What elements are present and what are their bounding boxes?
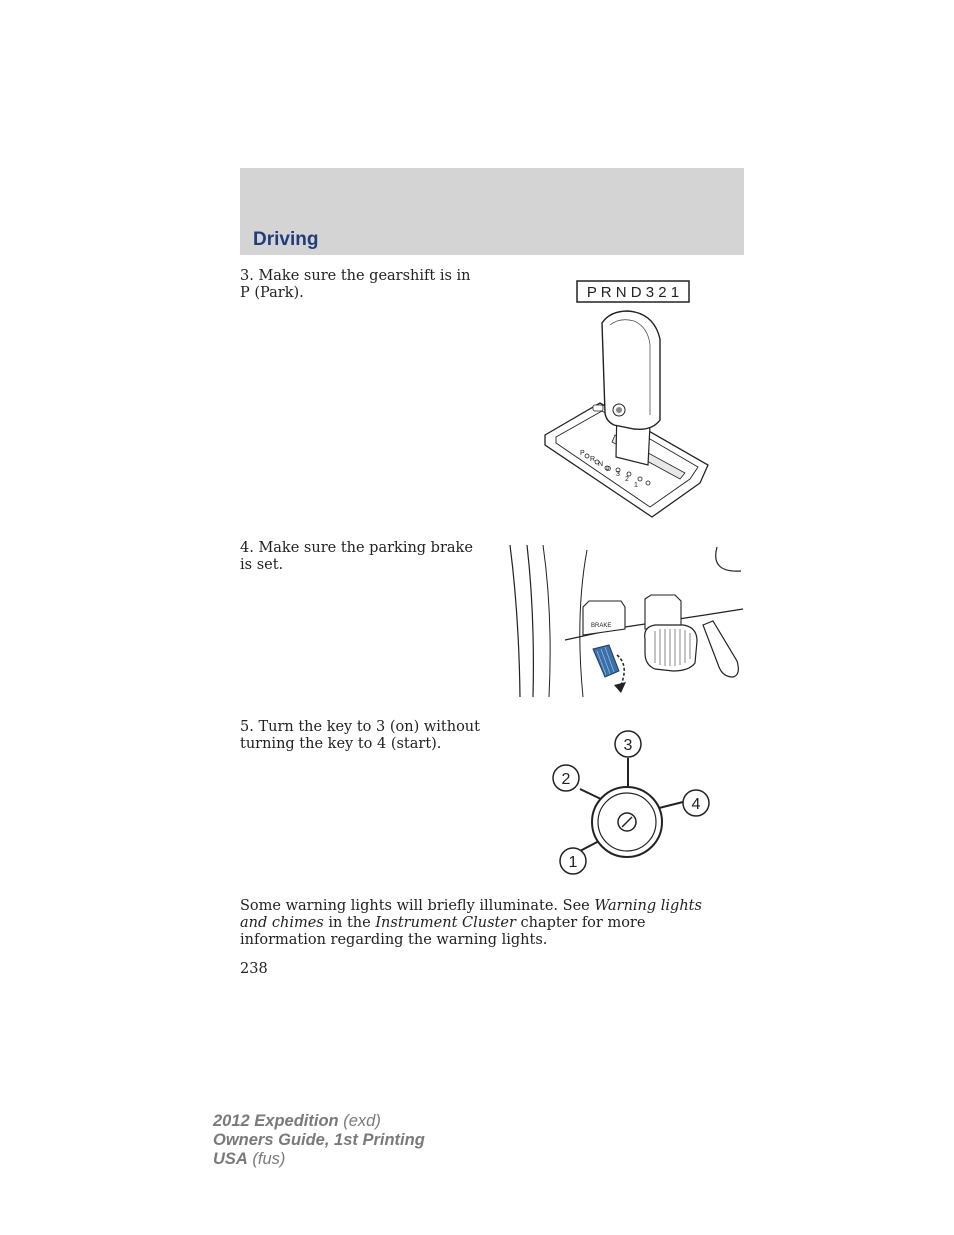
footer-market-code: (fus): [247, 1150, 286, 1168]
step-3-text: 3. Make sure the gearshift is in P (Park).: [240, 268, 471, 301]
document-footer: [213, 1112, 425, 1169]
step-4-text: 4. Make sure the parking brake is set.: [240, 540, 473, 573]
gate-label-p: P: [580, 450, 585, 457]
ignition-position-2: 2: [561, 771, 571, 788]
note-text-3: chapter for more information regarding the warning lights.: [240, 915, 646, 948]
gate-label-d: D: [606, 466, 612, 473]
footer-model: 2012 Expedition: [213, 1112, 339, 1130]
gate-label-r: R: [590, 456, 596, 463]
gate-label-n: N: [598, 461, 604, 468]
footer-market: USA: [213, 1150, 248, 1168]
section-title: Driving: [253, 229, 319, 250]
footer-guide: Owners Guide, 1st Printing: [213, 1131, 425, 1149]
parking-brake-illustration: [505, 545, 745, 703]
gate-label-3: 3: [616, 471, 620, 478]
ignition-position-4: 4: [691, 796, 701, 813]
ignition-position-1: 1: [568, 854, 578, 871]
gate-label-1: 1: [634, 482, 638, 489]
gearshift-illustration: [530, 275, 730, 525]
ignition-illustration: [545, 726, 715, 878]
ignition-position-3: 3: [623, 737, 633, 754]
gate-label-2: 2: [625, 476, 629, 483]
instrument-cluster-reference: Instrument Cluster: [375, 915, 516, 931]
warning-lights-reference: Warning lights and chimes: [240, 898, 702, 931]
note-text-1: Some warning lights will briefly illuminate. See: [240, 898, 595, 914]
footer-model-code: (exd): [338, 1112, 381, 1130]
note-text-2: in the: [323, 915, 376, 931]
brake-pedal-label: BRAKE: [591, 623, 612, 629]
step-5-text: 5. Turn the key to 3 (on) without turning the key to 4 (start).: [240, 719, 480, 752]
gear-indicator-label: P R N D 3 2 1: [586, 284, 680, 301]
page-number: 238: [240, 961, 268, 977]
section-header: [240, 168, 744, 255]
warning-lights-note: [240, 898, 730, 949]
